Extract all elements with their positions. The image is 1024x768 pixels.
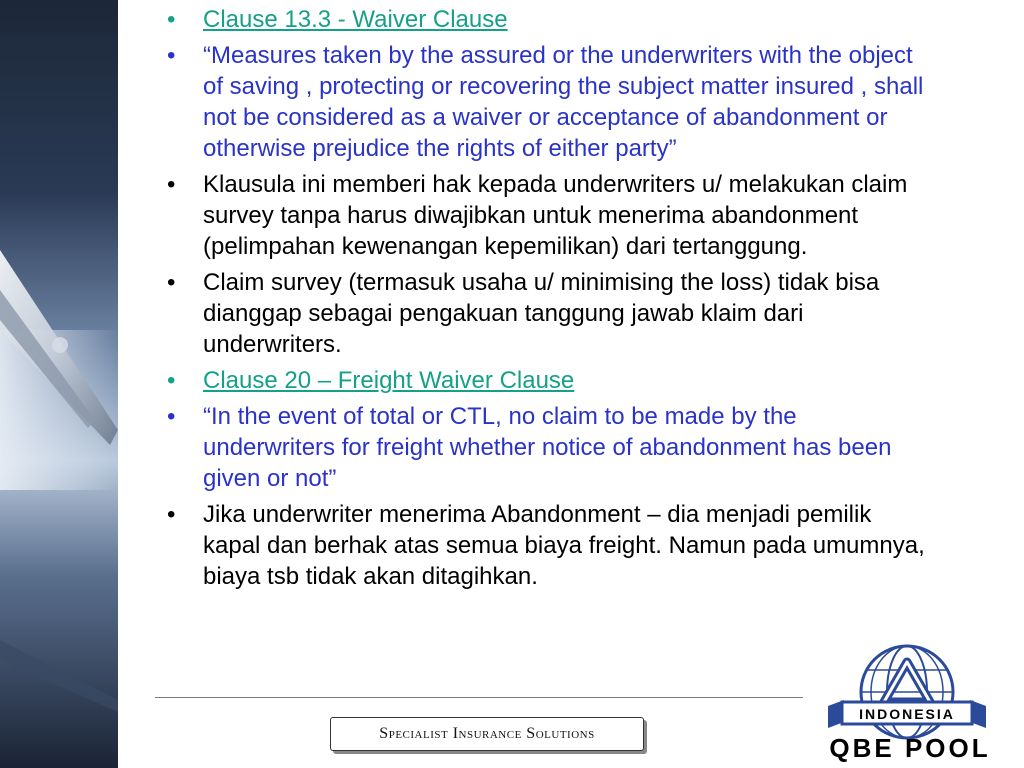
bullet-marker: • [167,269,176,296]
bullet-freight-quote [165,401,925,494]
tagline-box: Specialist Insurance Solutions [330,717,644,751]
bullet-clause-13-3-heading[interactable] [165,4,925,35]
qbe-pool-wordmark: QBE POOL [829,733,991,763]
bullet-marker: • [167,6,176,33]
bullet-claim-survey [165,267,925,360]
bullet-clause-20-heading[interactable] [165,365,925,396]
decorative-side-panel [0,0,118,768]
bullet-marker: • [167,42,176,69]
bullet-list [165,4,925,592]
bullet-text[interactable]: Clause 13.3 - Waiver Clause [203,6,508,33]
bullet-marker: • [167,367,176,394]
bullet-text: Claim survey (termasuk usaha u/ minimising the loss) tidak bisa dianggap sebagai pengakuan tanggung jawab klaim dari underwriters. [203,269,880,358]
bullet-text[interactable]: Clause 20 – Freight Waiver Clause [203,367,575,394]
bullet-marker: • [167,171,176,198]
slide-content [165,4,925,597]
bullet-text: Klausula ini memberi hak kepada underwriters u/ melakukan claim survey tanpa harus diwajibkan untuk menerima abandonment (pelimpahan kewenangan kepemilikan) dari tertanggung. [203,171,908,260]
bullet-text: Jika underwriter menerima Abandonment – dia menjadi pemilik kapal dan berhak atas semua biaya freight. Namun pada umumnya, biaya tsb tidak akan ditagihkan. [203,501,925,590]
footer-divider [155,697,803,698]
fountain-pen-icon [0,0,118,768]
bullet-abandonment-explanation [165,499,925,592]
bullet-text: “In the event of total or CTL, no claim to be made by the underwriters for freight whether notice of abandonment has been given or not” [203,403,892,492]
bullet-klausula-explanation [165,169,925,262]
logo-banner-text: INDONESIA [859,706,955,722]
bullet-waiver-quote [165,40,925,164]
bullet-marker: • [167,403,176,430]
bullet-marker: • [167,501,176,528]
bullet-text: “Measures taken by the assured or the underwriters with the object of saving , protecting or recovering the subject matter insured , shall not be considered as a waiver or acceptance of abandonment or otherwise prejudice the rights of either party” [203,42,924,162]
